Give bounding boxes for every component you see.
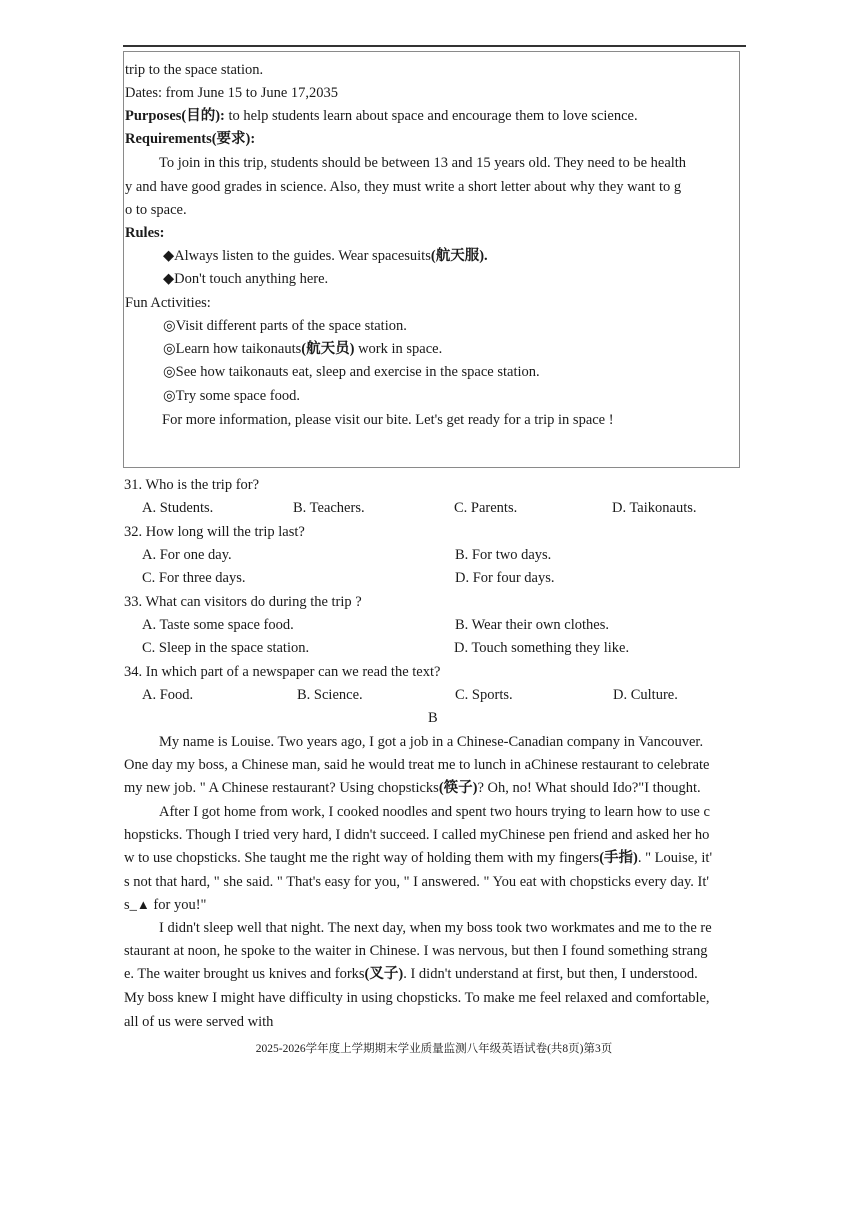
rule-item	[163, 246, 488, 266]
activity-item	[163, 339, 442, 359]
option-d: D. Touch something they like.	[454, 640, 630, 656]
activity-gloss: (航天员)	[301, 341, 355, 357]
passage-line: One day my boss, a Chinese man, said he would treat me to lunch in aChinese restaurant to celebrate	[124, 757, 710, 773]
section-label: B	[428, 710, 438, 726]
requirements-line: o to space.	[125, 202, 187, 218]
requirements-line: y and have good grades in science. Also, they must write a short letter about why they want to g	[125, 179, 682, 195]
passage-text: my new job. " A Chinese restaurant? Using chopsticks	[124, 780, 439, 796]
requirements-line: To join in this trip, students should be between 13 and 15 years old. They need to be health	[159, 155, 687, 171]
option-c: C. Sports.	[455, 687, 513, 703]
activity-item: ◎Try some space food.	[163, 388, 300, 404]
notice-dates: Dates: from June 15 to June 17,2035	[125, 85, 339, 101]
fun-activities-label: Fun Activities:	[125, 295, 211, 311]
question-34: 34. In which part of a newspaper can we read the text?	[124, 664, 441, 680]
question-33: 33. What can visitors do during the trip ?	[124, 594, 362, 610]
option-a: A. For one day.	[142, 547, 232, 563]
passage-line: all of us were served with	[124, 1014, 274, 1030]
passage-line: staurant at noon, he spoke to the waiter in Chinese. I was nervous, but then I found something strang	[124, 943, 708, 959]
option-c: C. Sleep in the space station.	[142, 640, 310, 656]
purposes-text: to help students learn about space and encourage them to love science.	[224, 108, 638, 124]
passage-line	[124, 964, 698, 984]
purposes-label: Purposes(目的):	[125, 108, 225, 124]
notice-purposes	[125, 106, 638, 126]
rules-label: Rules:	[125, 225, 165, 241]
option-a: A. Food.	[142, 687, 194, 703]
option-d: D. Taikonauts.	[612, 500, 697, 516]
passage-text: . " Louise, it'	[637, 850, 713, 866]
activity-item: ◎See how taikonauts eat, sleep and exercise in the space station.	[163, 364, 540, 380]
passage-line: After I got home from work, I cooked noodles and spent two hours trying to learn how to use c	[159, 804, 710, 820]
passage-line: s not that hard, " she said. " That's easy for you, " I answered. " You eat with chopsticks every day. It'	[124, 874, 710, 890]
option-b: B. Teachers.	[293, 500, 365, 516]
passage-text: . I didn't understand at first, but then, I understood.	[403, 966, 698, 982]
passage-gloss: (叉子)	[364, 966, 404, 982]
requirements-label: Requirements(要求):	[125, 131, 256, 147]
passage-text: for you!"	[149, 897, 207, 913]
passage-line	[124, 778, 701, 798]
passage-gloss: (手指)	[599, 850, 638, 866]
passage-text: s_	[124, 897, 137, 913]
option-c: C. For three days.	[142, 570, 246, 586]
question-32: 32. How long will the trip last?	[124, 524, 305, 540]
passage-gloss: (筷子)	[438, 780, 478, 796]
option-a: A. Students.	[142, 500, 214, 516]
rule-text: ◆Always listen to the guides. Wear spacesuits	[163, 248, 431, 264]
page-footer: 2025-2026学年度上学期期末学业质量监测八年级英语试卷(共8页)第3页	[255, 1043, 613, 1055]
passage-line: My boss knew I might have difficulty in using chopsticks. To make me feel relaxed and comfortable,	[124, 990, 710, 1006]
option-b: B. Wear their own clothes.	[455, 617, 609, 633]
option-c: C. Parents.	[454, 500, 518, 516]
activity-text: ◎Learn how taikonauts	[163, 341, 302, 357]
question-31: 31. Who is the trip for?	[124, 477, 260, 493]
rule-gloss: (航天服).	[430, 248, 488, 264]
passage-line: I didn't sleep well that night. The next day, when my boss took two workmates and me to the re	[159, 920, 712, 936]
passage-text: w to use chopsticks. She taught me the right way of holding them with my fingers	[124, 850, 600, 866]
passage-line: My name is Louise. Two years ago, I got a job in a Chinese-Canadian company in Vancouver.	[159, 734, 704, 750]
header-rule	[123, 45, 746, 47]
option-a: A. Taste some space food.	[142, 617, 294, 633]
passage-text: ? Oh, no! What should Ido?"I thought.	[477, 780, 701, 796]
activity-item: ◎Visit different parts of the space station.	[163, 318, 407, 334]
passage-line	[124, 848, 712, 868]
passage-text: e. The waiter brought us knives and forks	[124, 966, 365, 982]
rule-item: ◆Don't touch anything here.	[163, 271, 329, 287]
passage-line	[124, 895, 206, 915]
passage-line: hopsticks. Though I tried very hard, I didn't succeed. I called myChinese pen friend and asked her ho	[124, 827, 710, 843]
option-b: B. For two days.	[455, 547, 552, 563]
option-d: D. Culture.	[613, 687, 678, 703]
blank-triangle-icon: ▲	[136, 897, 150, 912]
option-d: D. For four days.	[455, 570, 555, 586]
activity-text: work in space.	[354, 341, 443, 357]
more-info: For more information, please visit our bite. Let's get ready for a trip in space !	[162, 412, 614, 428]
option-b: B. Science.	[297, 687, 363, 703]
notice-line: trip to the space station.	[125, 62, 264, 78]
